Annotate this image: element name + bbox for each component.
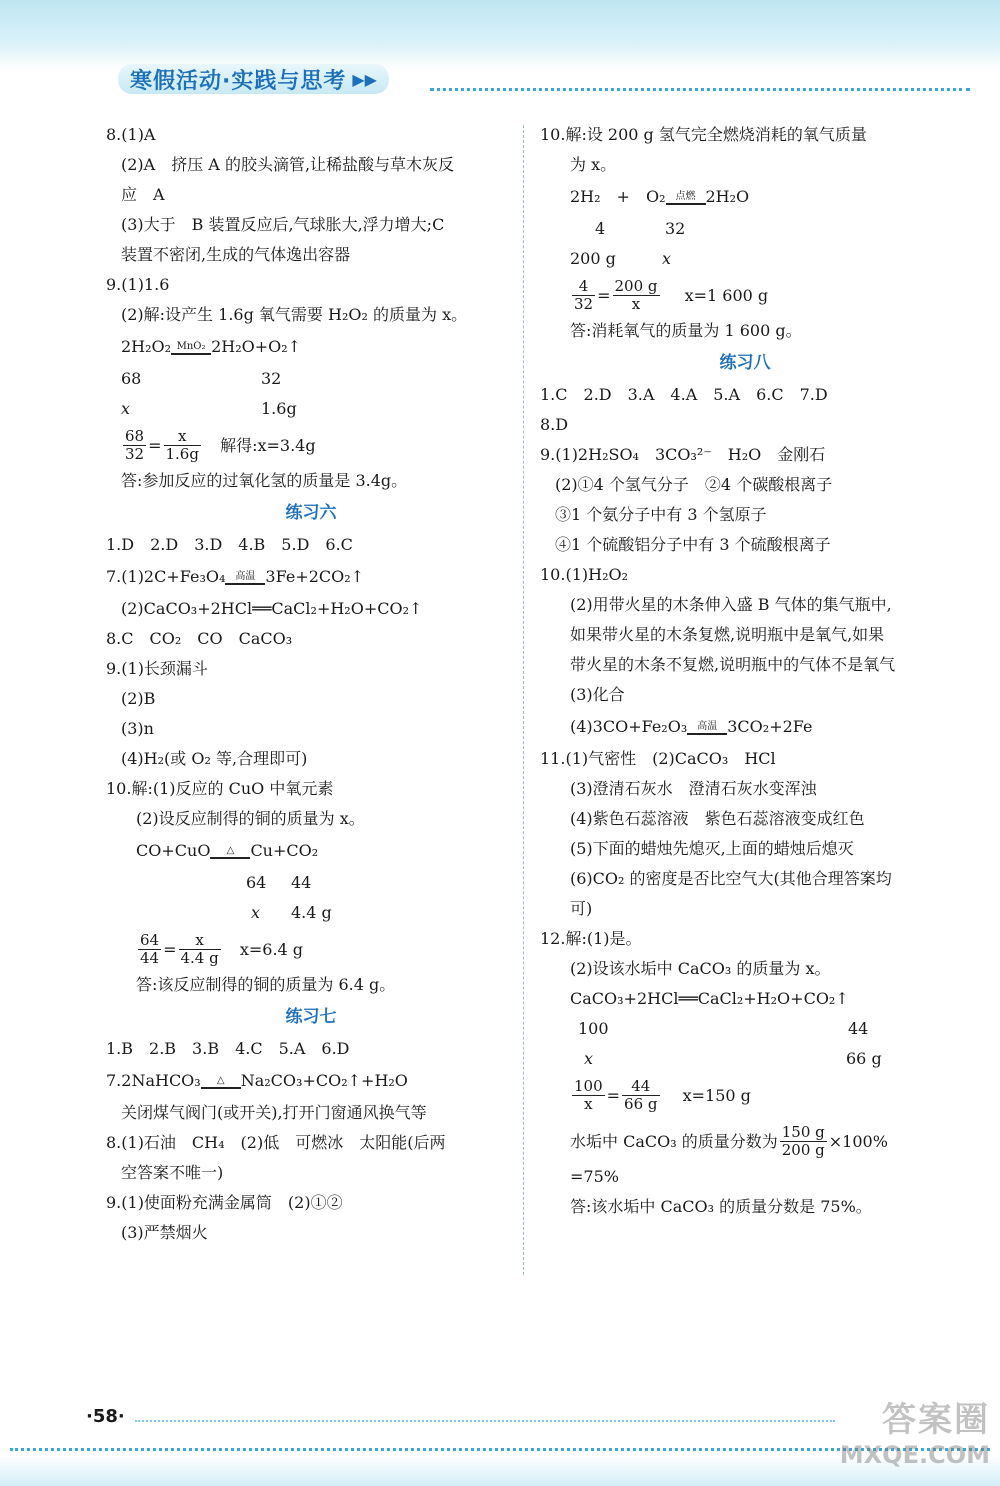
condition-text: △ xyxy=(216,1074,225,1086)
answer-line: 10.解:(1)反应的 CuO 中氧元素 xyxy=(106,779,334,798)
proportion-line: $\frac{100}{x}$ = $\frac{44}{66 g}$ x=150 g xyxy=(540,1074,950,1116)
ratio-value: 66 g xyxy=(846,1049,882,1068)
reaction-condition xyxy=(687,721,727,735)
equation-bar xyxy=(225,583,265,585)
equation-right: 3CO₂+2Fe xyxy=(727,717,813,736)
answer-line: 答:消耗氧气的质量为 1 600 g。 xyxy=(570,321,802,340)
chemical-equation xyxy=(106,330,516,364)
denominator: x xyxy=(584,1095,593,1113)
ratio-row xyxy=(106,394,516,424)
fraction xyxy=(622,1078,659,1113)
reaction-condition xyxy=(201,1075,241,1089)
ratio-row xyxy=(106,364,516,394)
answer-line: (2)用带火星的木条伸入盛 B 气体的集气瓶中, xyxy=(570,595,892,614)
section-title: 练习七 xyxy=(285,1007,337,1027)
answer-line: 10.解:设 200 g 氢气完全燃烧消耗的氧气质量 xyxy=(540,125,867,144)
fraction xyxy=(123,428,146,463)
percentage-text: ×100% xyxy=(828,1131,888,1151)
answer-line: 11.(1)气密性 (2)CaCO₃ HCl xyxy=(540,749,776,768)
answer-line: (2)设该水垢中 CaCO₃ 的质量为 x。 xyxy=(570,959,831,978)
section-title: 练习八 xyxy=(719,353,771,373)
page-header xyxy=(118,64,389,94)
answer-line: (3)澄清石灰水 澄清石灰水变浑浊 xyxy=(570,779,817,798)
numerator: x xyxy=(179,932,221,950)
ratio-row xyxy=(106,868,516,898)
column-divider xyxy=(523,125,524,1275)
answer-line: (3)化合 xyxy=(570,685,625,704)
answer-line: 8.(1)石油 CH₄ (2)低 可燃冰 太阳能(后两 xyxy=(106,1133,446,1152)
answer-line: (6)CO₂ 的密度是否比空气大(其他合理答案均 xyxy=(570,869,892,888)
answer-line: 应 A xyxy=(121,185,165,204)
watermark-text: MXQE.COM xyxy=(839,1441,990,1469)
condition-text: 点燃 xyxy=(675,190,696,202)
answer-line: ④1 个硫酸铝分子中有 3 个硫酸根离子 xyxy=(555,535,831,554)
fraction xyxy=(572,278,595,313)
ratio-value: 44 xyxy=(291,873,312,892)
reaction-condition xyxy=(666,191,706,205)
numerator: 68 xyxy=(125,427,145,445)
equation-bar xyxy=(687,733,727,735)
ratio-value: 4.4 g xyxy=(291,903,332,922)
equation-left: 7.2NaHCO₃ xyxy=(106,1071,201,1090)
numerator: x xyxy=(164,428,201,446)
ratio-row xyxy=(106,898,516,928)
numerator: 64 xyxy=(140,931,160,949)
answer-line: 8.(1)A xyxy=(106,125,156,144)
denominator: x xyxy=(631,295,641,313)
denominator: 66 g xyxy=(624,1095,658,1113)
proportion-line: $\frac{4}{32}$ = $\frac{200 g}{x}$ x=1 600 g xyxy=(540,274,950,316)
denominator: 32 xyxy=(125,445,145,463)
fraction xyxy=(138,932,161,967)
denominator: 200 g xyxy=(781,1141,825,1159)
ratio-value: 44 xyxy=(848,1019,869,1038)
solve-text: x=6.4 g xyxy=(239,939,304,959)
header-dotted-line xyxy=(430,88,970,91)
equation-bar xyxy=(666,203,706,205)
answer-line: (2)CaCO₃+2HCl══CaCl₂+H₂O+CO₂↑ xyxy=(121,599,423,618)
condition-text: 高温 xyxy=(235,570,256,582)
answer-line: 8.C CO₂ CO CaCO₃ xyxy=(106,629,293,648)
answer-line: ③1 个氨分子中有 3 个氢原子 xyxy=(555,505,767,524)
answer-line: 8.D xyxy=(540,415,569,434)
chemical-equation: CaCO₃+2HCl══CaCl₂+H₂O+CO₂↑ xyxy=(570,989,849,1008)
answer-line: 答:参加反应的过氧化氢的质量是 3.4g。 xyxy=(121,471,408,490)
ratio-row xyxy=(540,214,950,244)
ratio-row xyxy=(540,244,950,274)
ratio-row xyxy=(540,1014,950,1044)
denominator: 32 xyxy=(574,295,594,313)
watermark-text: 答案圈 xyxy=(882,1400,990,1440)
equation-left: (4)3CO+Fe₂O₃ xyxy=(570,717,688,736)
answer-line: 9.(1)长颈漏斗 xyxy=(106,659,208,678)
answer-line: 9.(1)使面粉充满金属筒 (2)①② xyxy=(106,1193,343,1212)
numerator: 4 xyxy=(572,278,595,296)
header-title: 寒假活动·实践与思考 xyxy=(130,68,347,94)
condition-text: MnO₂ xyxy=(176,340,206,352)
ratio-value: 1.6g xyxy=(261,399,297,418)
right-column xyxy=(540,120,950,1222)
fraction xyxy=(164,428,201,463)
equation-right: 3Fe+2CO₂↑ xyxy=(265,567,365,586)
equation-left: 2H₂ + O₂ xyxy=(570,187,666,206)
answer-line: 关闭煤气阀门(或开关),打开门窗通风换气等 xyxy=(121,1103,427,1122)
answer-line: 带火星的木条不复燃,说明瓶中的气体不是氧气 xyxy=(570,655,896,674)
ratio-row xyxy=(540,1044,950,1074)
equation-right: 2H₂O+O₂↑ xyxy=(211,337,302,356)
ratio-value: 32 xyxy=(665,219,686,238)
fraction xyxy=(179,932,221,967)
answer-line: 空答案不唯一) xyxy=(121,1163,224,1182)
answer-line: 10.(1)H₂O₂ xyxy=(540,565,629,584)
answer-line: 可) xyxy=(570,899,593,918)
watermark-logo xyxy=(790,1392,990,1482)
reaction-condition xyxy=(210,845,250,859)
fraction xyxy=(572,1078,605,1113)
answer-line: 1.D 2.D 3.D 4.B 5.D 6.C xyxy=(106,535,353,554)
fraction xyxy=(780,1124,827,1159)
ratio-value: 200 g xyxy=(570,249,616,268)
equation-bar xyxy=(210,857,250,859)
answer-line: 12.解:(1)是。 xyxy=(540,929,642,948)
reaction-condition xyxy=(171,341,211,355)
answer-line: (5)下面的蜡烛先熄灭,上面的蜡烛后熄灭 xyxy=(570,839,854,858)
equation-right: Cu+CO₂ xyxy=(250,841,319,860)
condition-text: △ xyxy=(226,844,235,856)
ratio-value: 100 xyxy=(578,1019,609,1038)
answer-line: 9.(1)1.6 xyxy=(106,275,170,294)
ratio-value: x xyxy=(584,1049,594,1068)
condition-text: 高温 xyxy=(697,720,718,732)
answer-line: 装置不密闭,生成的气体逸出容器 xyxy=(121,245,351,264)
chemical-equation xyxy=(106,1064,516,1098)
answer-line: (2)A 挤压 A 的胶头滴管,让稀盐酸与草木灰反 xyxy=(121,155,455,174)
chemical-equation xyxy=(106,560,516,594)
answer-line: (3)严禁烟火 xyxy=(121,1223,208,1242)
ratio-value: x xyxy=(662,249,672,268)
ratio-value: 64 xyxy=(246,873,267,892)
answer-line: (4)H₂(或 O₂ 等,合理即可) xyxy=(121,749,308,768)
answer-line: =75% xyxy=(570,1167,619,1186)
numerator: 44 xyxy=(622,1078,659,1096)
denominator: 44 xyxy=(140,949,160,967)
numerator: 150 g xyxy=(781,1123,825,1141)
numerator: 100 xyxy=(574,1077,603,1095)
chemical-equation xyxy=(540,180,950,214)
footer-dotted-line xyxy=(135,1420,835,1422)
equation-right: 2H₂O xyxy=(705,187,750,206)
ratio-value: 32 xyxy=(261,369,282,388)
answer-line: (2)①4 个氢气分子 ②4 个碳酸根离子 xyxy=(555,475,833,494)
ratio-value: 4 xyxy=(595,219,606,238)
solve-text: x=1 600 g xyxy=(684,285,769,305)
chemical-equation xyxy=(540,710,950,744)
answer-line: 答:该水垢中 CaCO₃ 的质量分数是 75%。 xyxy=(570,1197,872,1216)
equation-right: Na₂CO₃+CO₂↑+H₂O xyxy=(240,1071,408,1090)
ratio-value: 68 xyxy=(121,369,142,388)
answer-line: 9.(1)2H₂SO₄ 3CO₃²⁻ H₂O 金刚石 xyxy=(540,445,826,464)
percentage-text: 水垢中 CaCO₃ 的质量分数为 xyxy=(570,1131,778,1151)
solve-text: 解得:x=3.4g xyxy=(220,435,316,455)
top-decor-band xyxy=(0,0,1000,70)
left-column xyxy=(106,120,516,1248)
reaction-condition xyxy=(225,571,265,585)
equation-left: 2H₂O₂ xyxy=(121,337,172,356)
chemical-equation xyxy=(106,834,516,868)
answer-line: (3)大于 B 装置反应后,气球胀大,浮力增大;C xyxy=(121,215,445,234)
header-arrow-icon: ▶▶ xyxy=(352,69,377,89)
section-title: 练习六 xyxy=(285,503,337,523)
equation-bar xyxy=(171,353,211,355)
denominator: 1.6g xyxy=(165,445,199,463)
answer-line: (4)紫色石蕊溶液 紫色石蕊溶液变成红色 xyxy=(570,809,865,828)
answer-line: (2)设反应制得的铜的质量为 x。 xyxy=(136,809,365,828)
ratio-value: x xyxy=(121,399,131,418)
proportion-line: $\frac{68}{32}$ = $\frac{x}{1.6g}$ 解得:x=3.4g xyxy=(106,424,516,466)
solve-text: x=150 g xyxy=(682,1085,751,1105)
fraction xyxy=(613,278,660,313)
answer-line: (3)n xyxy=(121,719,154,738)
percentage-line xyxy=(540,1120,950,1162)
denominator: 4.4 g xyxy=(180,949,219,967)
answer-line: 答:该反应制得的铜的质量为 6.4 g。 xyxy=(136,975,396,994)
answer-line: 1.C 2.D 3.A 4.A 5.A 6.C 7.D xyxy=(540,385,828,404)
answer-line: (2)解:设产生 1.6g 氧气需要 H₂O₂ 的质量为 x。 xyxy=(121,305,468,324)
answer-line: 为 x。 xyxy=(570,155,617,174)
proportion-line: $\frac{64}{44}$ = $\frac{x}{4.4 g}$ x=6.4 g xyxy=(106,928,516,970)
numerator: 200 g xyxy=(614,277,658,295)
ratio-value: x xyxy=(251,903,261,922)
answer-line: (2)B xyxy=(121,689,156,708)
equation-left: 7.(1)2C+Fe₃O₄ xyxy=(106,567,226,586)
equation-bar xyxy=(201,1087,241,1089)
answer-line: 如果带火星的木条复燃,说明瓶中是氧气,如果 xyxy=(570,625,885,644)
answer-line: 1.B 2.B 3.B 4.C 5.A 6.D xyxy=(106,1039,350,1058)
page-number: ·58· xyxy=(86,1406,125,1427)
equation-left: CO+CuO xyxy=(136,841,211,860)
